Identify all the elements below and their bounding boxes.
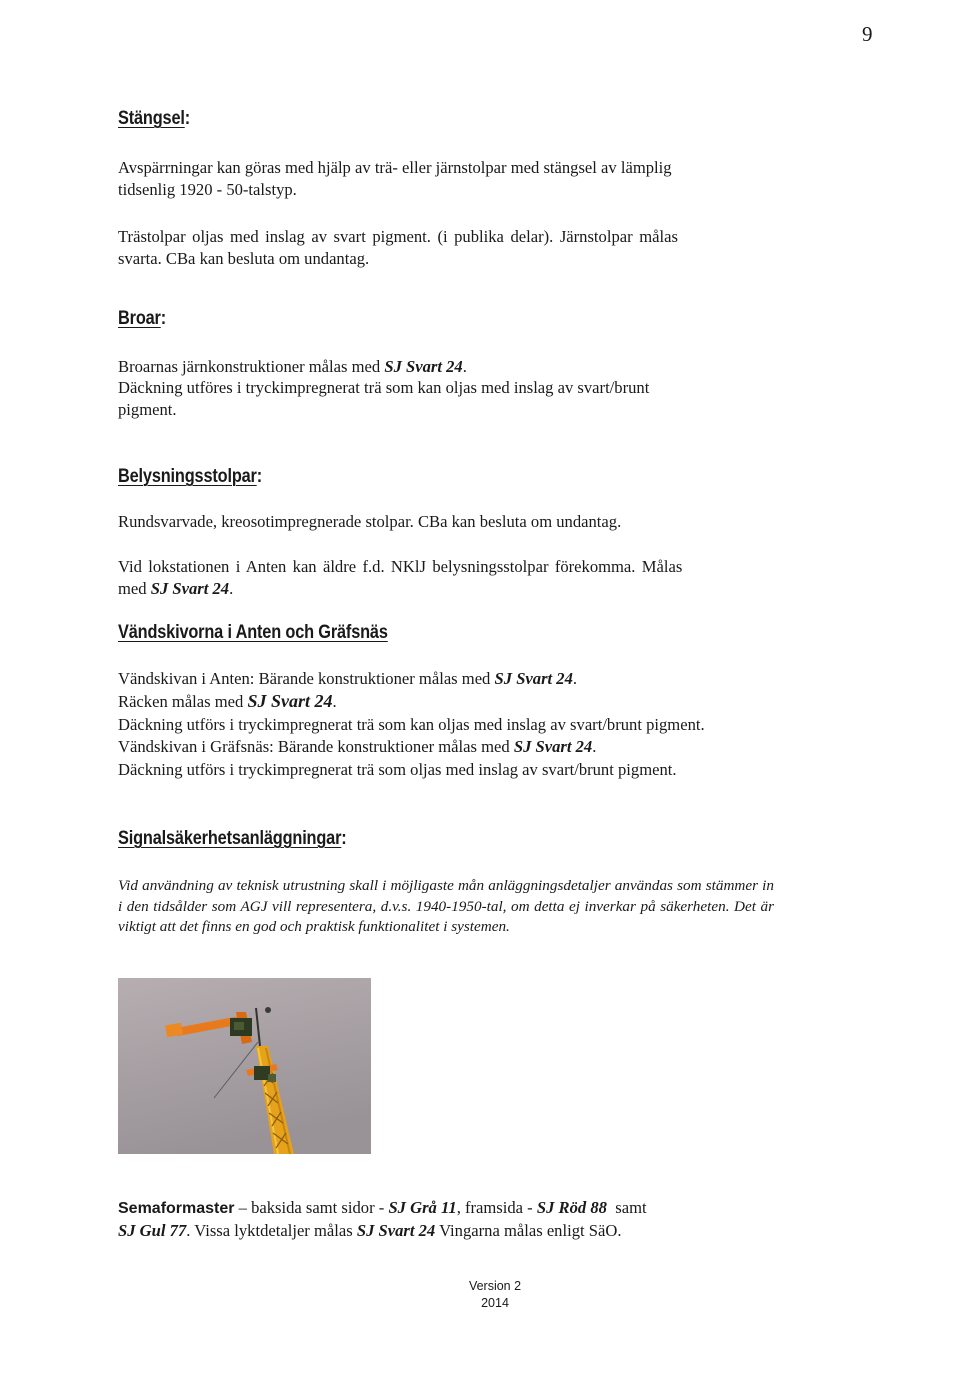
- broar-line2: Däckning utföres i tryckimpregnerat trä som kan oljas med inslag av svart/brunt: [118, 378, 650, 397]
- color-code: SJ Svart 24: [384, 357, 463, 376]
- punct: .: [592, 737, 597, 756]
- color-code: SJ Svart 24: [247, 691, 333, 711]
- belysning-line2: Vid lokstationen i Anten kan äldre f.d. NKlJ belysningsstolpar förekomma. Målas: [118, 557, 683, 576]
- vandskivor-line1: [118, 668, 577, 690]
- heading-belysning: [118, 466, 262, 488]
- color-code: SJ Svart 24: [356, 1221, 436, 1240]
- punct: .: [229, 579, 234, 598]
- heading-signal: [118, 828, 347, 850]
- punct: .: [572, 669, 578, 688]
- semafor-text: samt: [606, 1198, 647, 1217]
- punct: .: [332, 692, 337, 711]
- belysning-line3: [118, 578, 233, 600]
- stangsel-para2-line2: svarta. CBa kan besluta om undantag.: [118, 249, 370, 268]
- heading-signal-text: Signalsäkerhetsanläggningar: [118, 828, 342, 849]
- broar-line1: [118, 356, 467, 378]
- semafor-text: , framsida -: [456, 1198, 537, 1217]
- page-number: 9: [862, 22, 873, 46]
- color-code: SJ Svart 24: [150, 579, 230, 598]
- belysning-line3-text: med: [118, 579, 151, 598]
- color-code: SJ Svart 24: [494, 669, 573, 688]
- semafor-line1: [118, 1197, 647, 1220]
- photo-svg: [118, 978, 371, 1154]
- semafor-label: Semaformaster: [118, 1200, 235, 1217]
- broar-line1-text: Broarnas järnkonstruktioner målas med: [118, 357, 385, 376]
- heading-belysning-text: Belysningsstolpar: [118, 466, 257, 487]
- heading-colon: :: [160, 308, 167, 329]
- heading-broar: [118, 308, 166, 330]
- semafor-text: Vingarna målas enligt SäO.: [435, 1221, 622, 1240]
- belysning-line1: Rundsvarvade, kreosotimpregnerade stolpar. CBa kan besluta om undantag.: [118, 512, 622, 531]
- color-code: SJ Grå 11: [388, 1198, 457, 1217]
- color-code: SJ Röd 88: [536, 1198, 607, 1217]
- semafor-text: – baksida samt sidor -: [234, 1198, 389, 1217]
- sky: [118, 978, 371, 1154]
- heading-colon: :: [256, 466, 263, 487]
- vandskivor-line2: [118, 690, 337, 713]
- semafor-line2: [118, 1220, 621, 1242]
- vandskivor-line2-text: Räcken målas med: [118, 692, 248, 711]
- stangsel-para1-line1: Avspärrningar kan göras med hjälp av trä- eller järnstolpar med stängsel av lämplig: [118, 158, 672, 177]
- vandskivor-line1-text: Vändskivan i Anten: Bärande konstruktioner målas med: [118, 669, 495, 688]
- heading-stangsel-text: Stängsel: [118, 108, 185, 129]
- vandskivor-line5: Däckning utförs i tryckimpregnerat trä som oljas med inslag av svart/brunt pigment.: [118, 760, 677, 779]
- stangsel-para1-line2: tidsenlig 1920 - 50-talstyp.: [118, 180, 297, 199]
- heading-vandskivor: Vändskivorna i Anten och Gräfsnäs: [118, 622, 388, 643]
- color-code: SJ Svart 24: [513, 737, 593, 756]
- footer-year: 2014: [481, 1296, 509, 1310]
- semaphore-mast-photo: [118, 978, 371, 1154]
- vandskivor-line4-text: Vändskivan i Gräfsnäs: Bärande konstruktioner målas med: [118, 737, 514, 756]
- broar-line3: pigment.: [118, 400, 177, 419]
- stangsel-para2-line1: Trästolpar oljas med inslag av svart pigment. (i publika delar). Järnstolpar målas: [118, 227, 678, 246]
- heading-broar-text: Broar: [118, 308, 161, 329]
- color-code: SJ Gul 77: [118, 1221, 187, 1240]
- heading-stangsel: [118, 108, 190, 130]
- heading-colon: :: [341, 828, 347, 849]
- signal-italic-paragraph: Vid användning av teknisk utrustning skall i möjligaste mån anläggningsdetaljer användas som stämmer in i den tidsålder som AGJ vill representera, d.v.s. 1940-1950-tal, om detta ej inverkar på säkerheten. Det är viktigt att det finns en god och praktisk funktionalitet i systemen.: [118, 877, 774, 935]
- semafor-text: . Vissa lyktdetaljer målas: [186, 1221, 357, 1240]
- vandskivor-line3: Däckning utförs i tryckimpregnerat trä som kan oljas med inslag av svart/brunt pigment.: [118, 715, 705, 734]
- punct: .: [462, 357, 467, 376]
- vandskivor-line4: [118, 736, 596, 758]
- footer-version: Version 2: [468, 1279, 522, 1293]
- heading-colon: :: [184, 108, 191, 129]
